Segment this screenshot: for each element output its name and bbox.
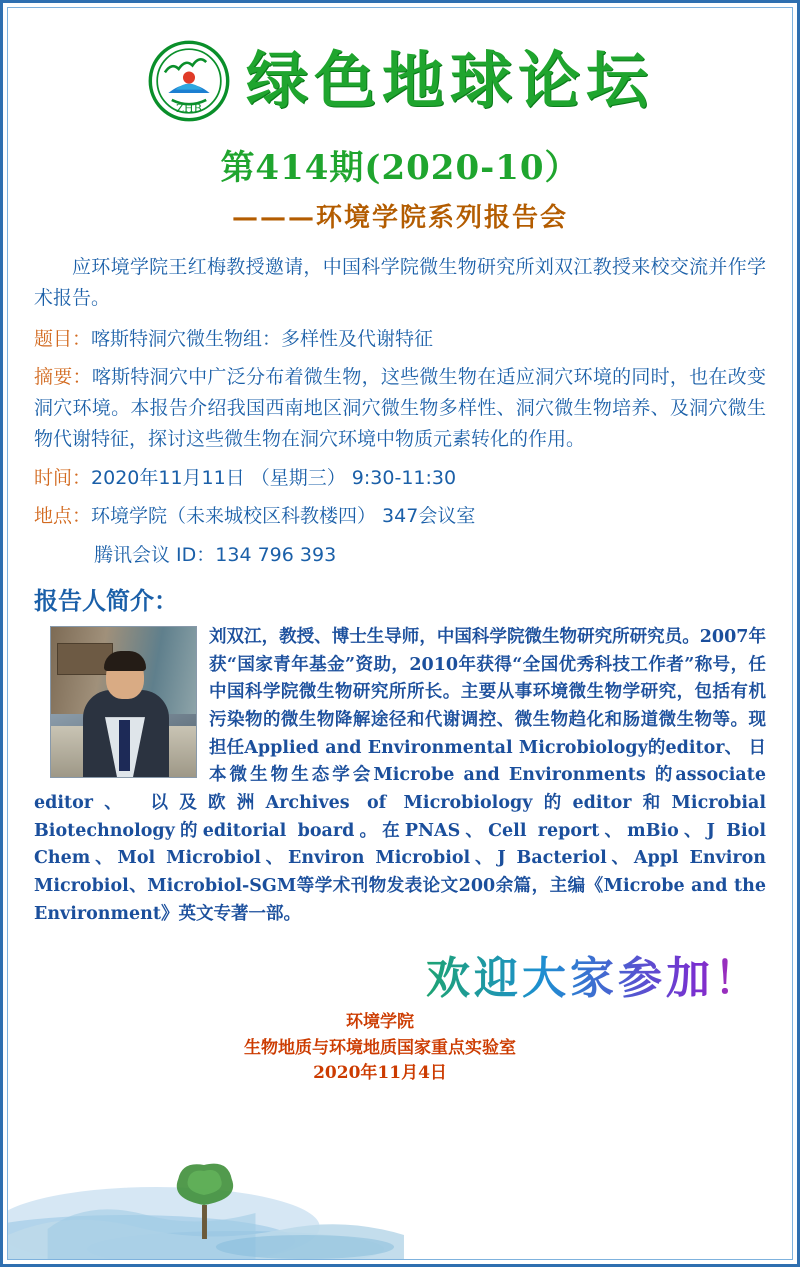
meeting-row bbox=[34, 540, 766, 567]
poster-content bbox=[8, 252, 792, 616]
bio-section bbox=[8, 624, 792, 928]
page-title: 绿色地球论坛 bbox=[245, 44, 654, 117]
signature-lab: 生物地质与环境地质国家重点实验室 bbox=[244, 1037, 516, 1058]
footer-landscape-art bbox=[8, 1109, 792, 1259]
meeting-value: 134 796 393 bbox=[215, 544, 337, 567]
bio-section-title: 报告人简介： bbox=[34, 586, 178, 616]
intro-paragraph: 应环境学院王红梅教授邀请，中国科学院微生物研究所刘双江教授来校交流并作学术报告。 bbox=[34, 256, 766, 309]
place-label: 地点： bbox=[34, 505, 92, 528]
place-row bbox=[34, 501, 766, 532]
time-label: 时间： bbox=[34, 466, 92, 489]
abstract-value: 喀斯特洞穴中广泛分布着微生物，这些微生物在适应洞穴环境的同时，也在改变洞穴环境。本报告介绍我国西南地区洞穴微生物多样性、洞穴微生物培养、及洞穴微生物代谢特征，探讨这些微生物在洞穴环境中物质元素转化的作用。 bbox=[34, 366, 766, 450]
issue-number: 第414期(2020-10） bbox=[220, 148, 580, 188]
speaker-portrait-image bbox=[50, 626, 197, 778]
signature-block bbox=[8, 1010, 792, 1087]
welcome-banner: 欢迎大家参加！ bbox=[8, 942, 792, 1006]
time-value: 2020年11月11日 （星期三） 9:30-11:30 bbox=[91, 466, 457, 489]
series-subtitle: ———环境学院系列报告会 bbox=[231, 203, 568, 233]
svg-text:ZHB: ZHB bbox=[176, 101, 202, 115]
topic-row bbox=[34, 324, 766, 355]
topic-value: 喀斯特洞穴微生物组：多样性及代谢特征 bbox=[91, 327, 434, 350]
abstract-label: 摘要： bbox=[34, 366, 92, 389]
emblem-icon bbox=[146, 38, 232, 124]
poster-header bbox=[8, 8, 792, 124]
abstract-row bbox=[34, 362, 766, 454]
place-value: 环境学院（未来城校区科教楼四） 347会议室 bbox=[91, 505, 476, 528]
poster-inner-frame bbox=[7, 7, 793, 1260]
meeting-label: 腾讯会议 ID： bbox=[94, 544, 216, 567]
signature-org: 环境学院 bbox=[346, 1012, 414, 1033]
topic-label: 题目： bbox=[34, 327, 92, 350]
signature-date: 2020年11月4日 bbox=[313, 1063, 447, 1084]
bio-text: 刘双江，教授、博士生导师，中国科学院微生物研究所研究员。2007年获“国家青年基金”资助，2010年获得“全国优秀科技工作者”称号，任中国科学院微生物研究所所长。主要从事环境微生物学研究，包括有机污染物的微生物降解途径和代谢调控、微生物趋化和肠道微生物等。现担任Applied and Environmental Microbiology的editor、 日本微生物生态学会Microbe and Environments 的associate editor、 以及欧洲Archives of Microbiology的editor和Microbial Biotechnology的editorial board。在PNAS、Cell report、mBio、J Biol Chem、Mol Microbiol、Environ Microbiol、J Bacteriol、Appl Environ Microbiol、Microbiol-SGM等学术刊物发表论文200余篇，主编《Microbe and the Environment》英文专著一部。 bbox=[34, 627, 766, 924]
time-row bbox=[34, 463, 766, 494]
